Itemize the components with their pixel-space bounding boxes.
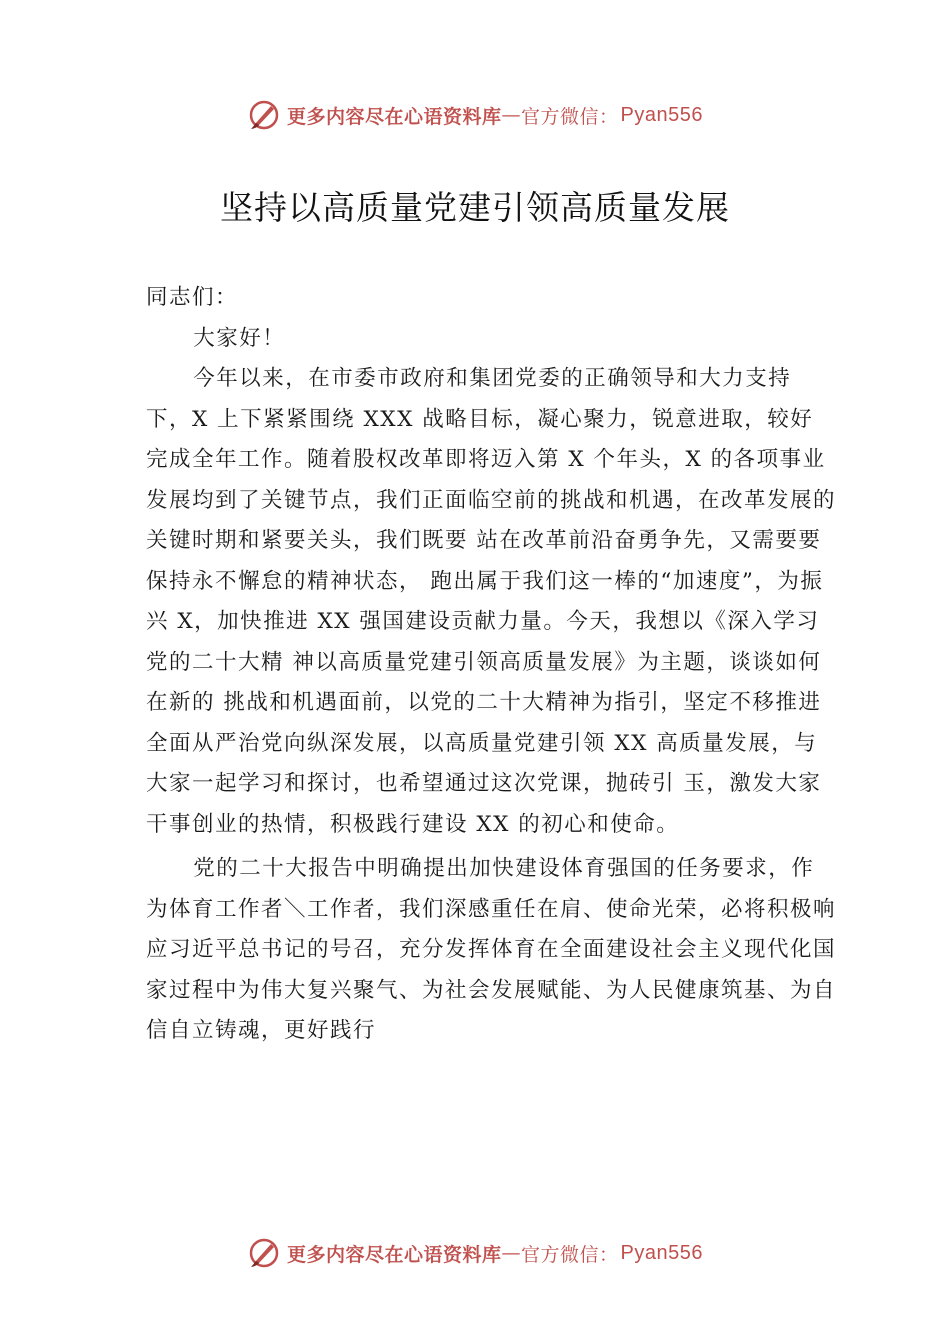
banner-brand-text: 更多内容尽在心语资料库 xyxy=(287,105,502,128)
header-watermark-banner xyxy=(0,95,950,135)
banner-wechat-id: Pyan556 xyxy=(620,1241,703,1264)
banner-wechat-id: Pyan556 xyxy=(620,103,703,126)
greeting: 大家好！ xyxy=(193,325,286,351)
brush-logo-icon xyxy=(247,1236,281,1270)
brush-logo-icon xyxy=(247,98,281,132)
body-paragraph-1: 今年以来，在市委市政府和集团党委的正确领导和大力支持下，X 上下紧紧围绕 XXX 战略目标，凝心聚力，锐意进取，较好完成全年工作。随着股权改革即将迈入第 X 个年头，X 的各项事业发展均到了关键节点，我们正面临空前的挑战和机遇，在改革发展的关键时期和紧要关头，我们既要 站在改革前沿奋勇争先，又需要要保持永不懈怠的精神状态， 跑出属于我们这一棒的“加速度”，为振兴 X，加快推进 XX 强国建设贡献力量。今天，我想以《深入学习党的二十大精 神以高质量党建引领高质量发展》为主题，谈谈如何在新的 挑战和机遇面前，以党的二十大精神为指引，坚定不移推进 全面从严治党向纵深发展，以高质量党建引领 XX 高质量发展，与大家一起学习和探讨，也希望通过这次党课，抛砖引 玉，激发大家干事创业的热情，积极践行建设 XX 的初心和使命。 xyxy=(146,366,837,837)
salutation: 同志们： xyxy=(146,285,239,310)
document-body xyxy=(146,278,836,1052)
banner-wechat-label: 官方微信： xyxy=(521,1243,619,1266)
body-paragraph-2: 党的二十大报告中明确提出加快建设体育强国的任务要求，作为体育工作者＼工作者，我们深感重任在肩、使命光荣，必将积极响应习近平总书记的号召，充分发挥体育在全面建设社会主义现代化国家过程中为伟大复兴聚气、为社会发展赋能、为人民健康筑基、为自信自立铸魂，更好践行 xyxy=(146,856,837,1043)
banner-wechat-label: 官方微信： xyxy=(521,105,619,128)
document-title: 坚持以高质量党建引领高质量发展 xyxy=(220,188,730,227)
banner-dash: — xyxy=(501,1242,522,1264)
banner-brand-text: 更多内容尽在心语资料库 xyxy=(287,1243,502,1266)
banner-dash: — xyxy=(501,104,522,126)
footer-watermark-banner xyxy=(0,1233,950,1273)
